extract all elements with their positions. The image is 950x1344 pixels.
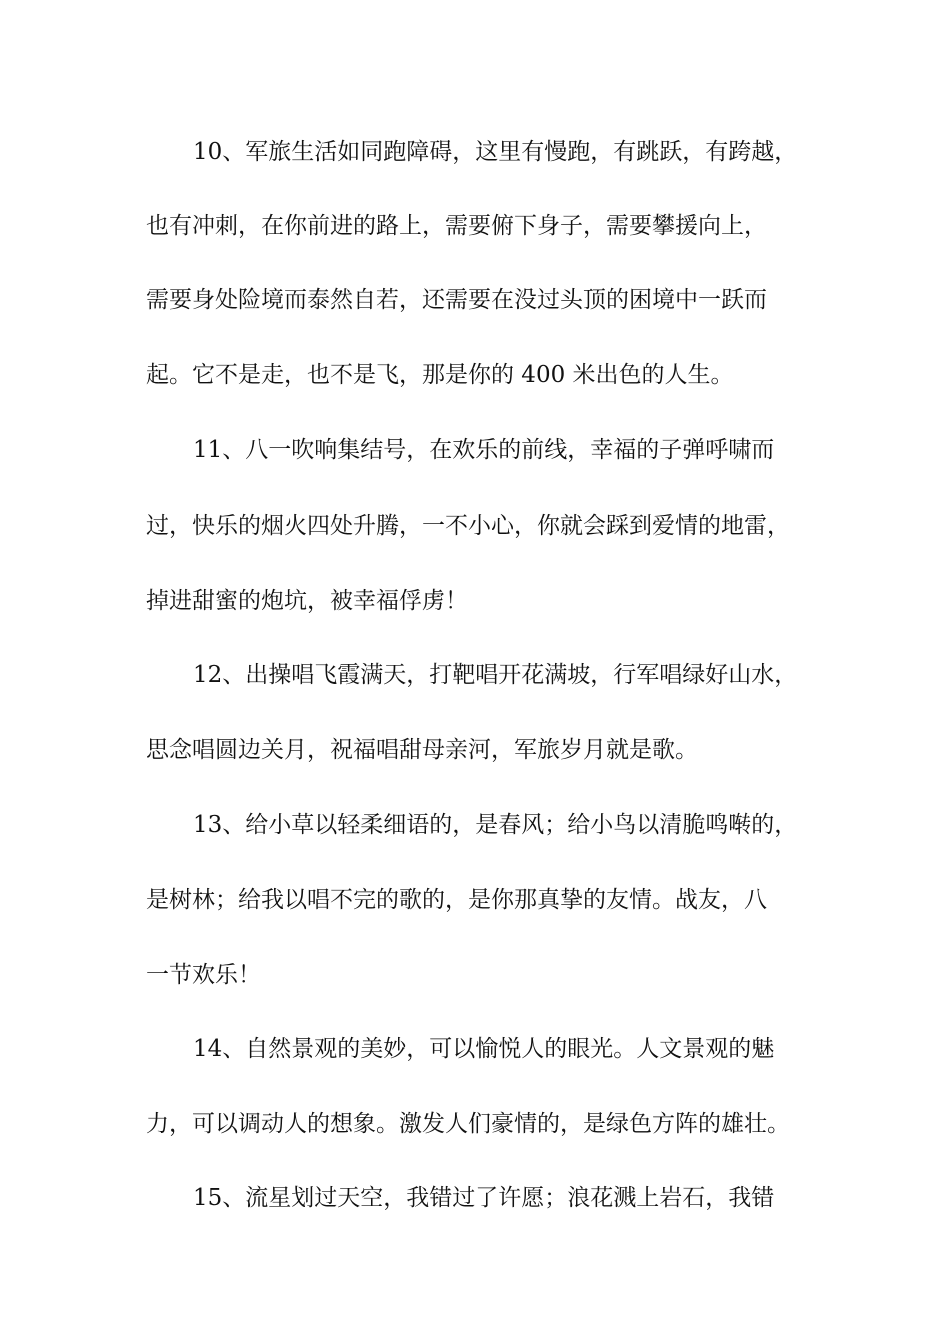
paragraph-11-line-2: 过，快乐的烟火四处升腾，一不小心，你就会踩到爱情的地雷， — [146, 513, 790, 539]
paragraph-12-line-1: 12、出操唱飞霞满天，打靶唱开花满坡，行军唱绿好山水， — [193, 662, 798, 688]
paragraph-13-line-2: 是树林；给我以唱不完的歌的，是你那真挚的友情。战友，八 — [146, 887, 767, 913]
paragraph-10-line-3: 需要身处险境而泰然自若，还需要在没过头顶的困境中一跃而 — [146, 287, 767, 313]
paragraph-15-line-1: 15、流星划过天空，我错过了许愿；浪花溅上岩石，我错 — [193, 1185, 775, 1211]
paragraph-10-line-1: 10、军旅生活如同跑障碍，这里有慢跑，有跳跃，有跨越， — [193, 139, 798, 165]
paragraph-11-line-3: 掉进甜蜜的炮坑，被幸福俘虏！ — [146, 588, 468, 614]
paragraph-13-line-3: 一节欢乐！ — [146, 962, 261, 988]
paragraph-10-line-4: 起。它不是走，也不是飞，那是你的 400 米出色的人生。 — [146, 362, 734, 388]
paragraph-12-line-2: 思念唱圆边关月，祝福唱甜母亲河，军旅岁月就是歌。 — [146, 737, 698, 763]
paragraph-10-line-2: 也有冲刺，在你前进的路上，需要俯下身子，需要攀援向上， — [146, 213, 767, 239]
paragraph-13-line-1: 13、给小草以轻柔细语的，是春风；给小鸟以清脆鸣啭的， — [193, 812, 798, 838]
paragraph-14-line-2: 力，可以调动人的想象。激发人们豪情的，是绿色方阵的雄壮。 — [146, 1111, 790, 1137]
paragraph-14-line-1: 14、自然景观的美妙，可以愉悦人的眼光。人文景观的魅 — [193, 1036, 775, 1062]
paragraph-11-line-1: 11、八一吹响集结号，在欢乐的前线，幸福的子弹呼啸而 — [193, 437, 775, 463]
